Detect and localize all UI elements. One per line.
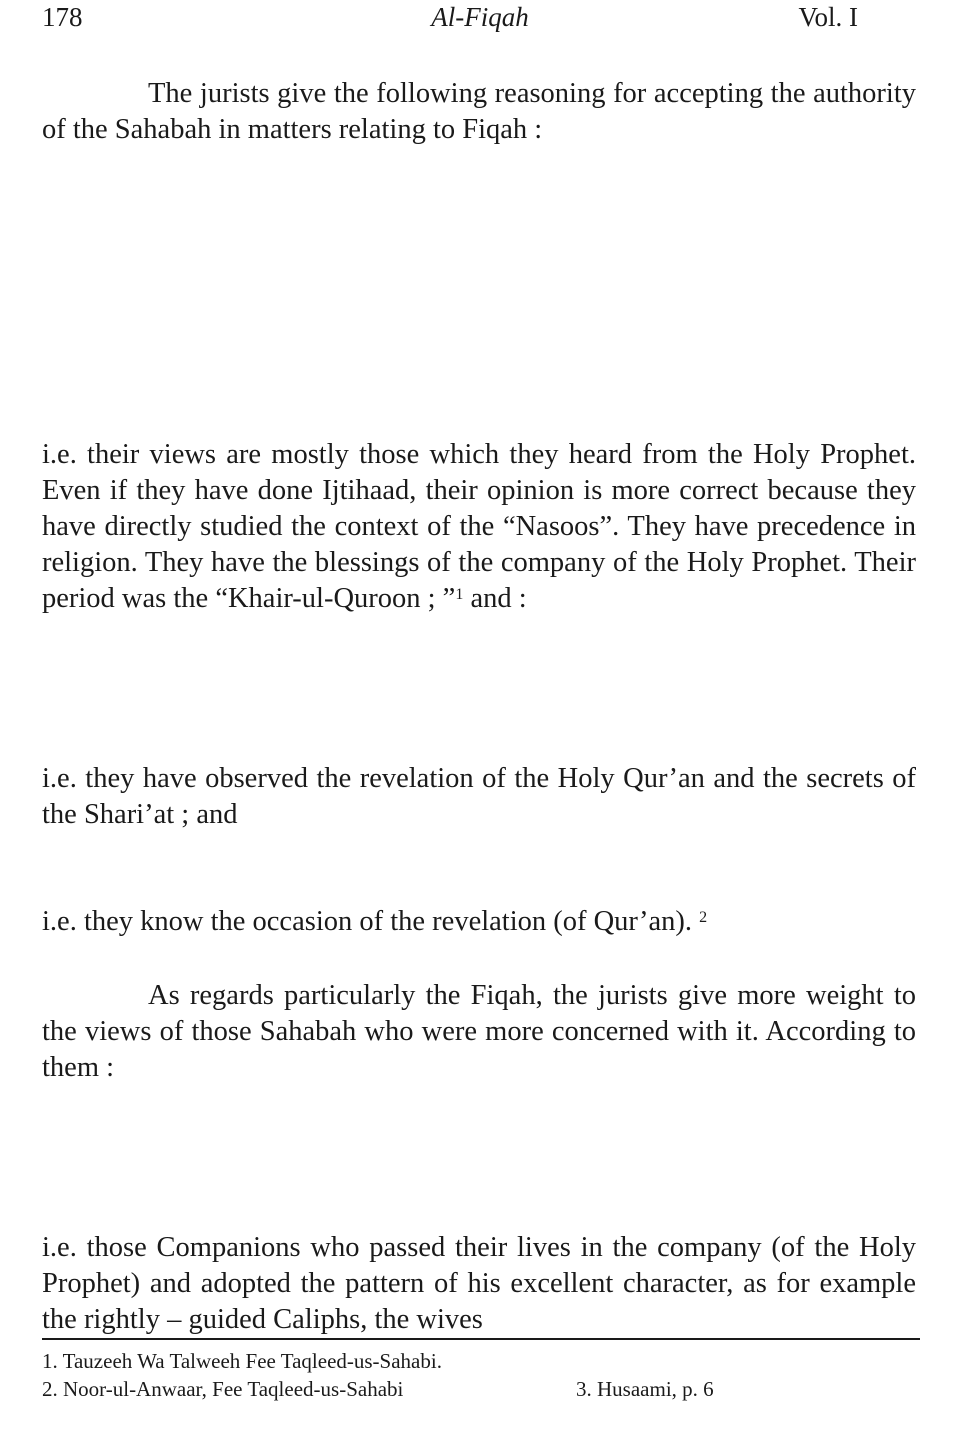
paragraph-views-tail: and :	[463, 583, 527, 614]
volume-label: Vol. I	[798, 2, 858, 32]
paragraph-views-text: i.e. their views are mostly those which they heard from the Holy Prophet. Even if they have done Ijtihaad, their opinion is more correct because they have directly studied the context of the “Nasoos”. They have precedence in religion. They have the blessings of the company of the Holy Prophet. Their period was the “Khair-ul-Quroon ; ”	[42, 439, 916, 614]
footnote-3: 3. Husaami, p. 6	[576, 1377, 714, 1401]
footnote-ref-1: 1	[455, 586, 464, 603]
footnote-divider	[42, 1338, 920, 1340]
paragraph-occasion-text: i.e. they know the occasion of the revelation (of Qur’an).	[42, 906, 692, 937]
page-number: 178	[42, 2, 83, 32]
footnote-ref-2: 2	[699, 909, 708, 926]
paragraph-jurists-reasoning: The jurists give the following reasoning for accepting the authority of the Sahabah in matters relating to Fiqah :	[42, 78, 916, 145]
footnote-1: 1. Tauzeeh Wa Talweeh Fee Taqleed-us-Sahabi.	[42, 1349, 442, 1373]
running-title: Al-Fiqah	[431, 2, 529, 32]
footnote-2: 2. Noor-ul-Anwaar, Fee Taqleed-us-Sahabi	[42, 1377, 404, 1401]
page-header	[42, 2, 918, 42]
paragraph-occasion-of-revelation	[42, 904, 916, 940]
paragraph-companions: i.e. those Companions who passed their lives in the company (of the Holy Prophet) and adopted the pattern of his excellent character, as for example the rightly – guided Caliphs, the wives	[42, 1232, 916, 1335]
paragraph-views-explanation	[42, 437, 916, 617]
paragraph-fiqah-weight: As regards particularly the Fiqah, the jurists give more weight to the views of those Sahabah who were more concerned with it. According to them :	[42, 980, 916, 1083]
paragraph-revelation-observed: i.e. they have observed the revelation of the Holy Qur’an and the secrets of the Shari’at ; and	[42, 763, 916, 830]
